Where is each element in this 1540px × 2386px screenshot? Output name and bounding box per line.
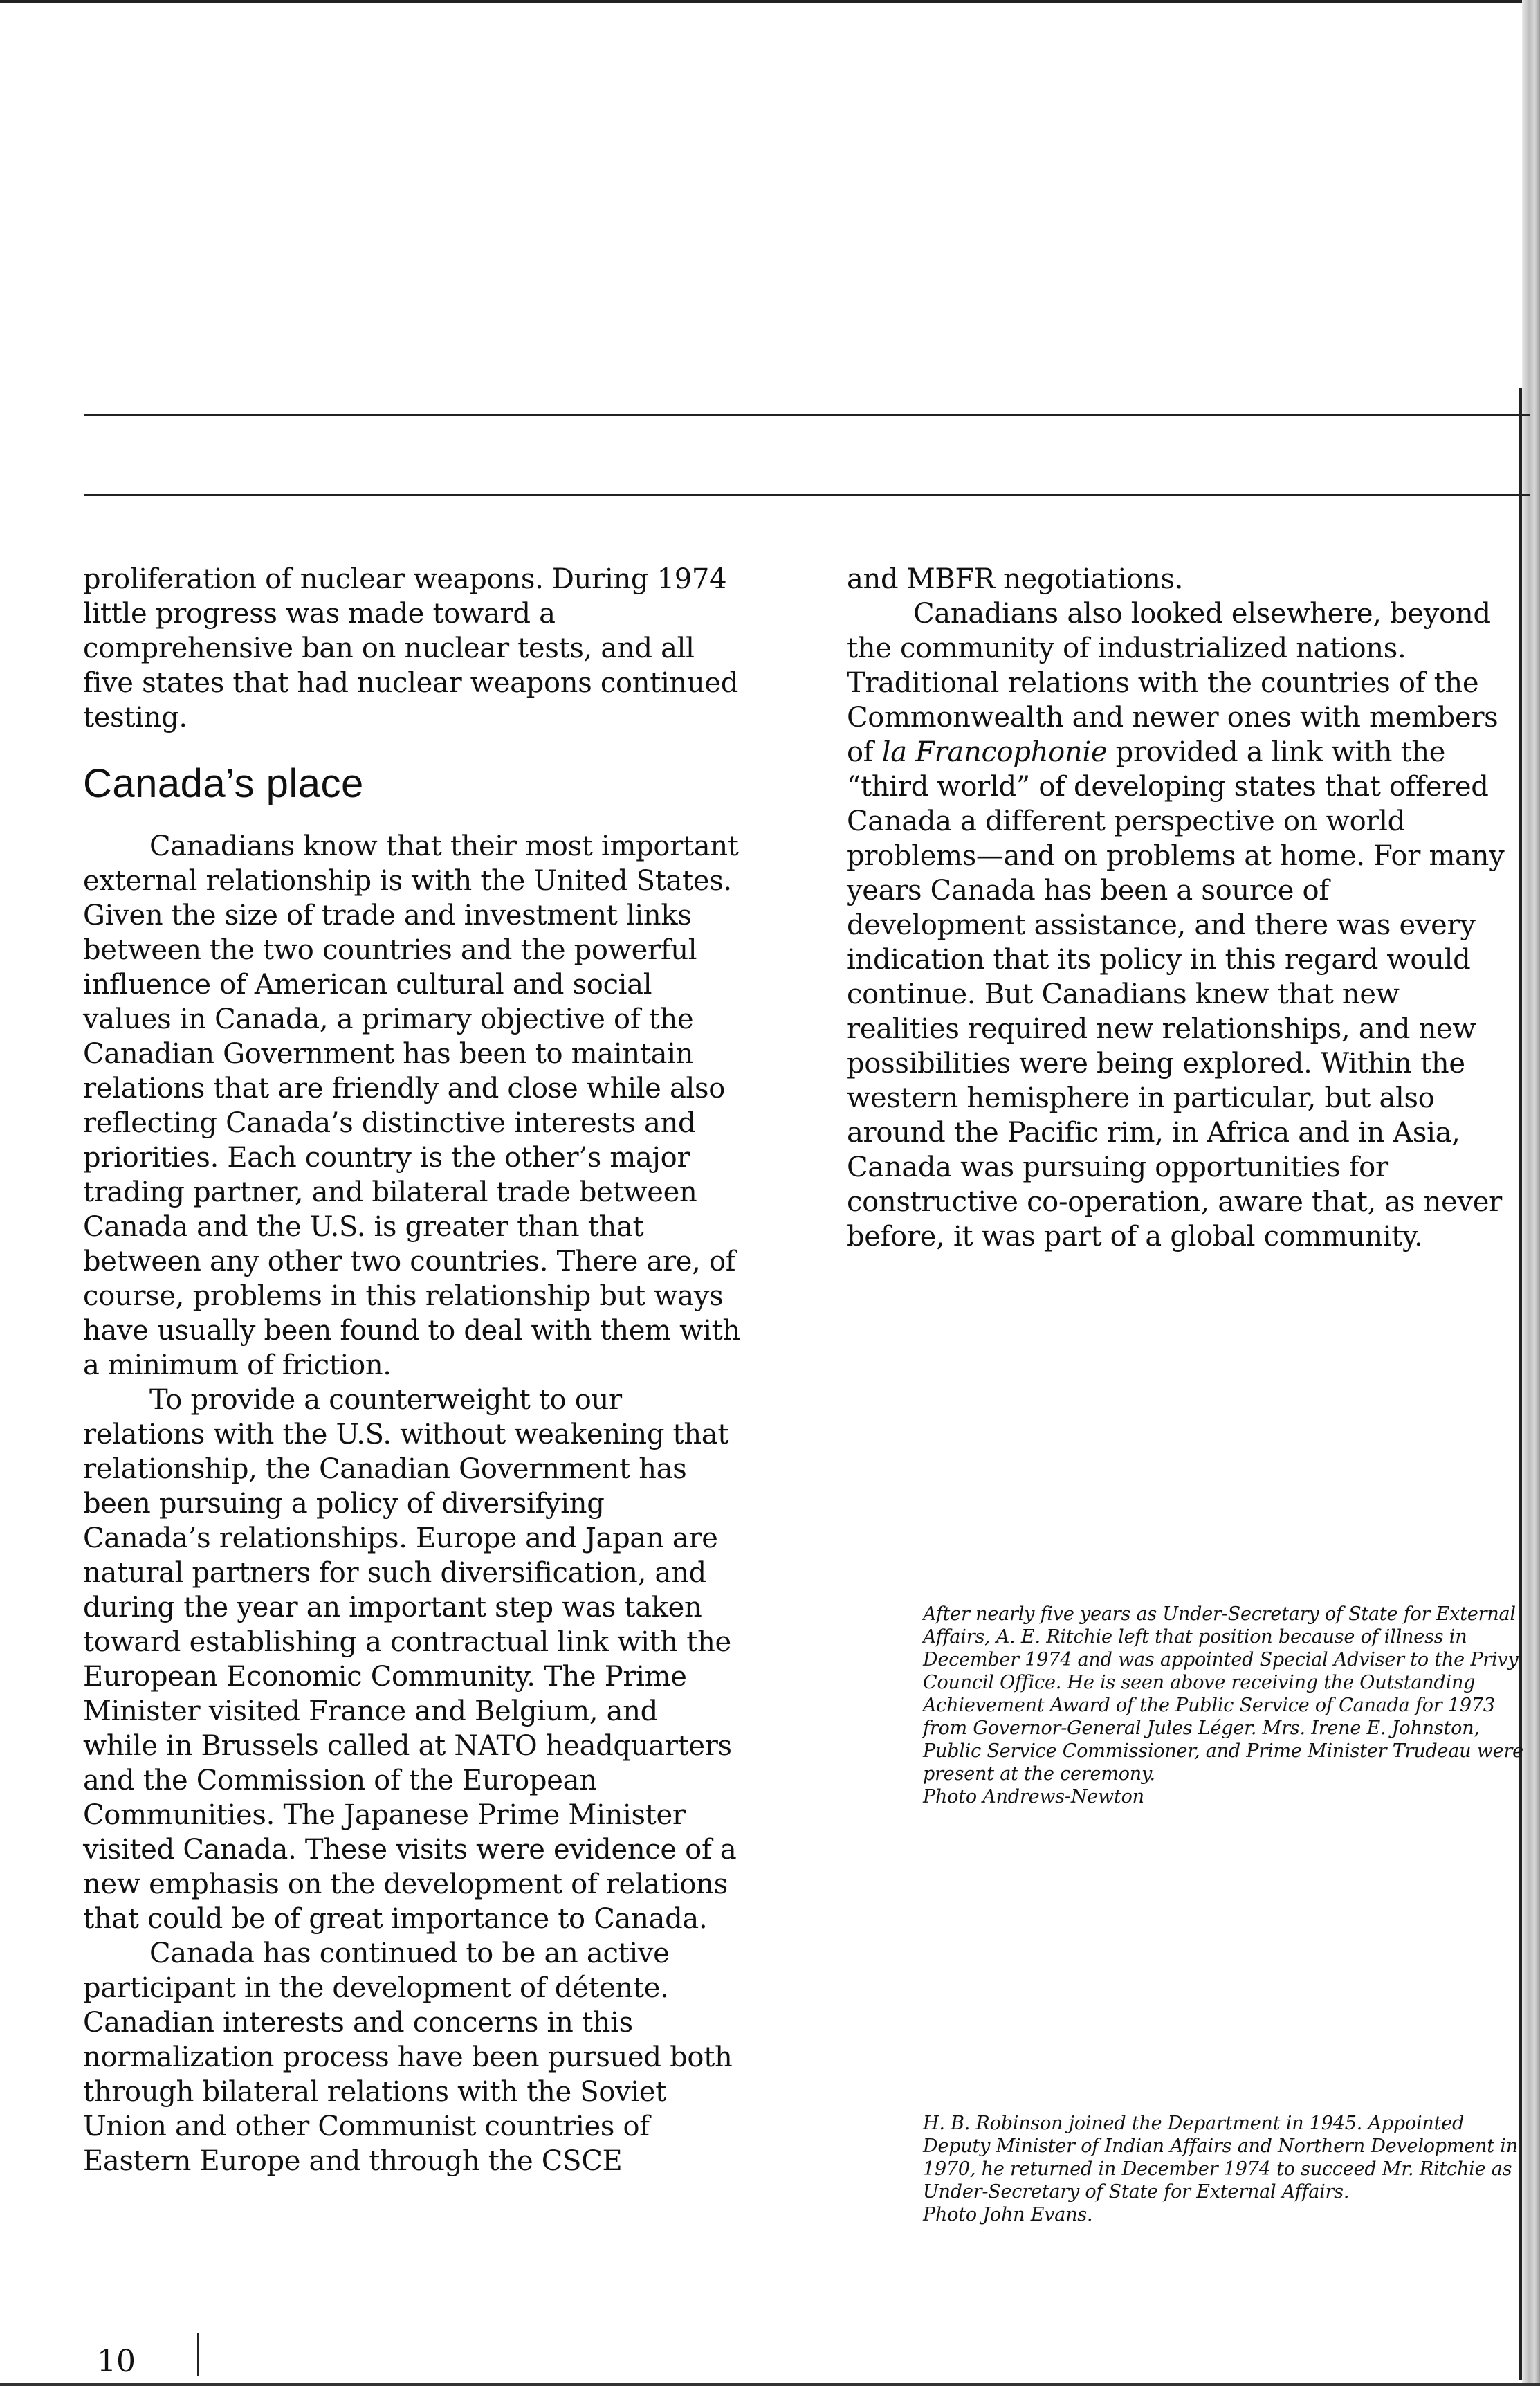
body-paragraph: Canadians know that their most important external relationship is with the United States. Given the size of trade and investment links between the two countries and the powerful influence of American cultural and social values in Canada, a primary objective of the Canadian Government has been to maintain relations that are friendly and close while also reflecting Canada’s distinctive interests and priorities. Each country is the other’s major trading partner, and bilateral trade between Canada and the U.S. is greater than that between any other two countries. There are, of course, problems in this relationship but ways have usually been found to deal with them with a minimum of friction. <box>83 830 740 1381</box>
caption-text: After nearly five years as Under-Secretary of State for External Affairs, A. E. Ritchie left that position because of illness in December 1974 and was appointed Special Adviser to the Privy Council Office. He is seen above receiving the Outstanding Achievement Award of the Public Service of Canada for 1973 from Governor-General Jules Léger. Mrs. Irene E. Johnston, Public Service Commissioner, and Prime Minister Trudeau were present at the ceremony. <box>923 1603 1523 1785</box>
photo-caption-ritchie <box>923 1603 1532 1808</box>
right-column <box>847 562 1511 1254</box>
page-number: 10 <box>97 2344 136 2379</box>
body-paragraph: proliferation of nuclear weapons. During 1974 little progress was made toward a comprehensive ban on nuclear tests, and all five states that had nuclear weapons continued testing. <box>83 563 739 734</box>
left-column <box>83 562 740 2178</box>
body-text: provided a link with the “third world” of developing states that offered Canada a different perspective on world problems—and on problems at home. For many years Canada has been a source of development assistance, and there was every indication that its policy in this regard would continue. But Canadians knew that new realities required new relationships, and new possibilities were being explored. Within the western hemisphere in particular, but also around the Pacific rim, in Africa and in Asia, Canada was pursuing opportunities for constructive co-operation, aware that, as never before, it was part of a global community. <box>847 736 1505 1253</box>
binding-edge-line <box>1519 388 1522 2380</box>
photo-area-bottom-rule <box>84 494 1530 496</box>
binding-edge <box>1522 0 1540 2386</box>
page-top-edge <box>0 0 1540 3</box>
photo-credit: Photo John Evans. <box>923 2204 1093 2225</box>
photo-caption-robinson <box>923 2112 1532 2226</box>
caption-text: H. B. Robinson joined the Department in 1945. Appointed Deputy Minister of Indian Affairs and Northern Development in 1970, he returned in December 1974 to succeed Mr. Ritchie as Under-Secretary of State for External Affairs. <box>923 2113 1518 2203</box>
page-bottom-edge <box>0 2383 1540 2386</box>
section-heading: Canada’s place <box>83 761 364 806</box>
photo-credit: Photo Andrews-Newton <box>923 1786 1144 1807</box>
body-paragraph: To provide a counterweight to our relations with the U.S. without weakening that relationship, the Canadian Government has been pursuing a policy of diversifying Canada’s relationships. Europe and Japan are natural partners for such diversification, and during the year an important step was taken toward establishing a contractual link with the European Economic Community. The Prime Minister visited France and Belgium, and while in Brussels called at NATO headquarters and the Commission of the European Communities. The Japanese Prime Minister visited Canada. These visits were evidence of a new emphasis on the development of relations that could be of great importance to Canada. <box>83 1384 737 1935</box>
italic-term: la Francophonie <box>881 736 1108 768</box>
body-paragraph <box>847 596 1511 1254</box>
page-margin-mark <box>197 2333 199 2376</box>
body-text: Canadians also looked elsewhere, beyond the community of industrialized nations. Traditional relations with the countries of the Commonwealth and newer ones with members of <box>847 598 1498 768</box>
photo-area-top-rule <box>84 414 1530 416</box>
body-paragraph: Canada has continued to be an active participant in the development of détente. Canadian interests and concerns in this normalization process have been pursued both through bilateral relations with the Soviet Union and other Communist countries of Eastern Europe and through the CSCE <box>83 1938 733 2177</box>
body-paragraph: and MBFR negotiations. <box>847 563 1184 595</box>
